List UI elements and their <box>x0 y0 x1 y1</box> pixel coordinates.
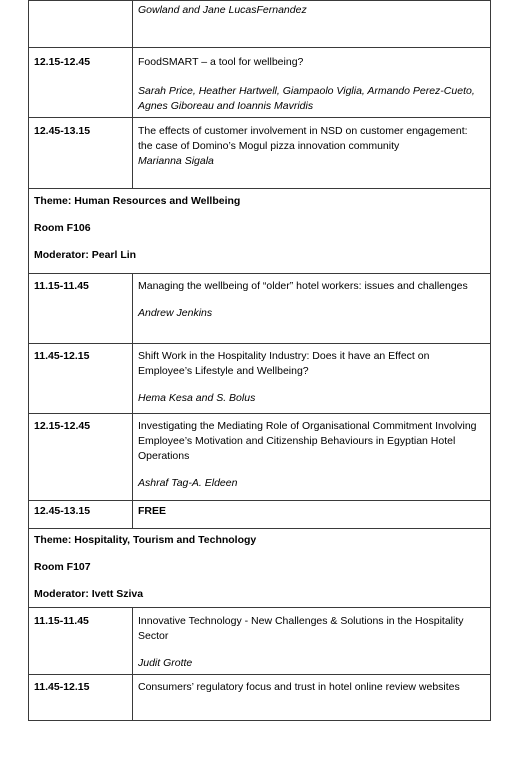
table-row <box>29 414 491 501</box>
session-cell <box>133 118 491 189</box>
theme-title: Theme: Human Resources and Wellbeing <box>34 195 241 207</box>
table-row <box>29 344 491 414</box>
theme-title: Theme: Hospitality, Tourism and Technology <box>34 534 257 546</box>
session-title: Shift Work in the Hospitality Industry: Does it have an Effect on Employee’s Lifestyle and Wellbeing? <box>138 350 430 377</box>
table-row <box>29 48 491 118</box>
moderator-label: Moderator: Pearl Lin <box>34 249 137 261</box>
session-authors: Sarah Price, Heather Hartwell, Giampaolo Viglia, Armando Perez-Cueto, Agnes Giboreau and Ioannis Mavridis <box>138 85 475 112</box>
time-cell: 12.15-12.45 <box>29 414 133 501</box>
session-title: Innovative Technology - New Challenges & Solutions in the Hospitality Sector <box>138 615 464 642</box>
session-cell <box>133 675 491 721</box>
time-cell: 11.45-12.15 <box>29 344 133 414</box>
table-row <box>29 274 491 344</box>
time-cell: 12.15-12.45 <box>29 48 133 118</box>
time-cell: 11.15-11.45 <box>29 608 133 675</box>
session-title: Managing the wellbeing of “older” hotel workers: issues and challenges <box>138 280 468 292</box>
session-cell <box>133 274 491 344</box>
time-cell <box>29 1 133 48</box>
session-title: FREE <box>133 501 491 529</box>
session-authors: Ashraf Tag-A. Eldeen <box>138 477 238 489</box>
theme-header <box>29 529 491 608</box>
moderator-label: Moderator: Ivett Sziva <box>34 588 144 600</box>
theme-header <box>29 189 491 274</box>
table-row <box>29 1 491 48</box>
theme-row <box>29 189 491 274</box>
session-authors: Judit Grotte <box>138 657 193 669</box>
session-authors: Marianna Sigala <box>138 155 214 167</box>
schedule-table <box>28 0 491 721</box>
table-row <box>29 118 491 189</box>
session-cell <box>133 344 491 414</box>
session-cell <box>133 1 491 48</box>
room-label: Room F106 <box>34 222 91 234</box>
room-label: Room F107 <box>34 561 91 573</box>
session-authors: Andrew Jenkins <box>138 307 213 319</box>
table-row <box>29 608 491 675</box>
time-cell: 12.45-13.15 <box>29 118 133 189</box>
theme-row <box>29 529 491 608</box>
time-cell: 11.45-12.15 <box>29 675 133 721</box>
time-cell: 12.45-13.15 <box>29 501 133 529</box>
session-title: The effects of customer involvement in NSD on customer engagement: the case of Domino’s Mogul pizza innovation community <box>138 125 468 152</box>
session-title: FoodSMART – a tool for wellbeing? <box>138 56 304 68</box>
session-cell <box>133 608 491 675</box>
time-cell: 11.15-11.45 <box>29 274 133 344</box>
table-row <box>29 501 491 529</box>
table-row <box>29 675 491 721</box>
session-cell <box>133 414 491 501</box>
session-authors: Hema Kesa and S. Bolus <box>138 392 256 404</box>
session-authors: Gowland and Jane LucasFernandez <box>138 4 307 16</box>
session-title: Consumers’ regulatory focus and trust in hotel online review websites <box>138 681 460 693</box>
session-cell <box>133 48 491 118</box>
session-title: Investigating the Mediating Role of Organisational Commitment Involving Employee’s Motivation and Citizenship Behaviours in Egyptian Hotel Operations <box>138 420 477 462</box>
